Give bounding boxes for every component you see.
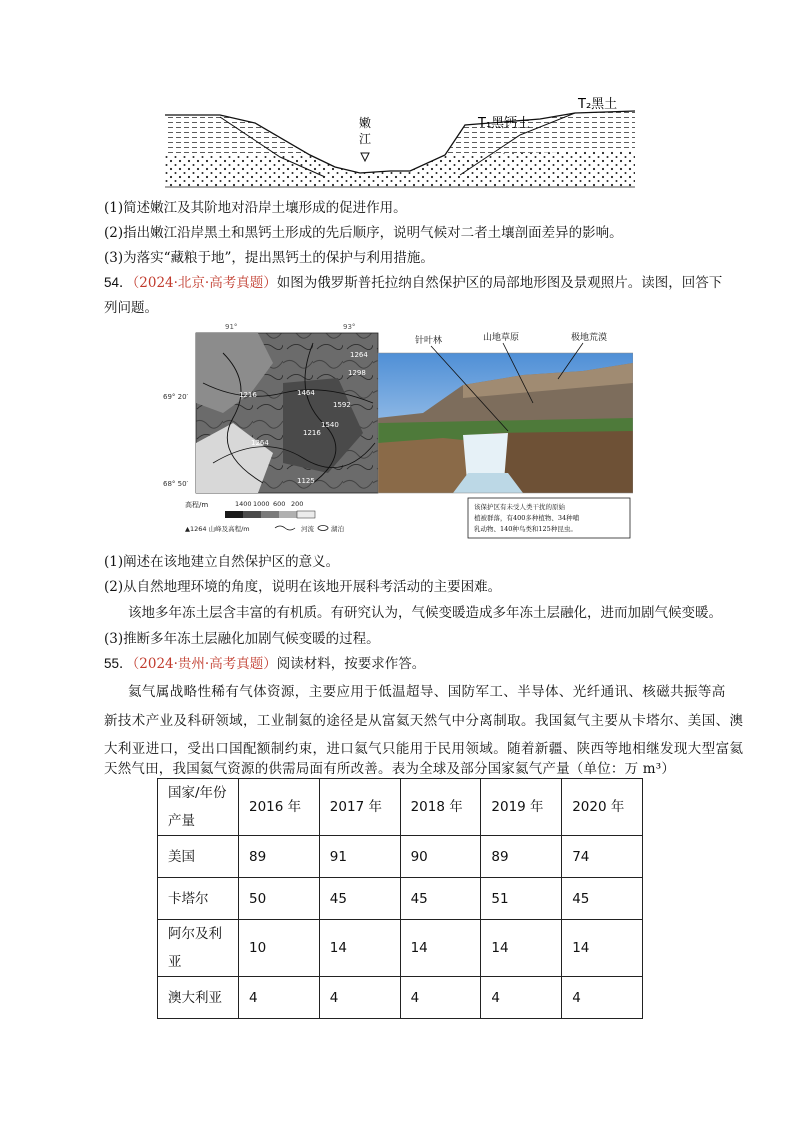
q54-stem (104, 274, 722, 292)
table-year-header: 2017 年 (319, 779, 400, 836)
table-corner-line-2: 产量 (168, 813, 195, 829)
table-country-line-2: 亚 (168, 954, 182, 970)
river-legend-icon (275, 526, 295, 530)
q55-material-line-2: 新技术产业及科研领域，工业制氦的途径是从富氦天然气中分离制取。我国氦气主要从卡塔尔、美国、澳 (104, 713, 744, 729)
peak-5: 1592 (333, 401, 351, 409)
table-corner-line-1: 国家/年份 (168, 785, 227, 801)
q54-item-2: (2)从自然地理环境的角度，说明在该地开展科考活动的主要困难。 (104, 579, 502, 595)
table-header-row (158, 779, 643, 836)
table-value-cell: 10 (239, 920, 320, 977)
table-value-cell: 14 (400, 920, 481, 977)
legend-swatch-1 (225, 511, 243, 518)
q55-stem-text: 阅读材料，按要求作答。 (276, 656, 426, 672)
peak-6: 1540 (321, 421, 339, 429)
table-value-cell: 4 (319, 977, 400, 1019)
legend-river: 河流 (301, 525, 314, 533)
table-value-cell: 45 (562, 878, 643, 920)
helium-production-table (157, 778, 643, 1019)
peak-9: 1125 (297, 477, 315, 485)
legend-value-3: 600 (273, 500, 286, 508)
q54-context: 该地多年冻土层含丰富的有机质。有研究认为，气候变暖造成多年冻土层融化，进而加剧气候变暖。 (128, 605, 722, 621)
peak-8: 1264 (251, 439, 269, 447)
soil-t2-label: T₂黑土 (578, 97, 618, 112)
table-value-cell: 4 (400, 977, 481, 1019)
photo-label-grass: 山地草原 (483, 333, 520, 343)
table-value-cell: 89 (239, 836, 320, 878)
q55-material-line-3: 大利亚进口，受出口国配额制约束，进口氦气只能用于民用领域。随着新疆、陕西等地相继发现大型富氦 (104, 741, 744, 757)
river-marker-icon (361, 153, 369, 161)
photo-note-line-3: 乳动物、140种鸟类和125种昆虫。 (474, 525, 577, 533)
q54-item-1: (1)阐述在该地建立自然保护区的意义。 (104, 554, 340, 570)
table-value-cell: 4 (239, 977, 320, 1019)
table-country-cell: 卡塔尔 (158, 878, 239, 920)
map-lon-left: 91° (225, 323, 238, 331)
table-value-cell: 4 (481, 977, 562, 1019)
lake-legend-icon (318, 526, 328, 531)
table-corner-cell (158, 779, 239, 836)
legend-value-4: 200 (291, 500, 304, 508)
topographic-map (163, 323, 378, 533)
table-year-header: 2020 年 (562, 779, 643, 836)
peak-1: 1264 (350, 351, 368, 359)
table-value-cell: 89 (481, 836, 562, 878)
table-value-cell: 14 (319, 920, 400, 977)
q55-stem (104, 655, 425, 673)
soil-cross-section-figure (160, 95, 640, 195)
q53-item-2: (2)指出嫩江沿岸黑土和黑钙土形成的先后顺序，说明气候对二者土壤剖面差异的影响。 (104, 225, 623, 241)
topographic-map-and-photo-figure (163, 323, 633, 545)
table-year-header: 2016 年 (239, 779, 320, 836)
table-country-cell (158, 920, 239, 977)
table-row (158, 878, 643, 920)
peak-2: 1298 (348, 369, 366, 377)
table-value-cell: 4 (562, 977, 643, 1019)
table-value-cell: 90 (400, 836, 481, 878)
landscape-photo (378, 331, 633, 538)
soil-t1-label: T₁黑钙土 (478, 116, 531, 131)
legend-value-1: 1400 (235, 500, 252, 508)
legend-title: 高程/m (185, 501, 209, 509)
table-value-cell: 45 (400, 878, 481, 920)
legend-swatch-4 (279, 511, 297, 518)
legend-swatch-2 (243, 511, 261, 518)
map-lat-bottom: 68° 50′ (163, 480, 189, 488)
q54-item-3: (3)推断多年冻土层融化加剧气候变暖的过程。 (104, 631, 380, 647)
table-value-cell: 51 (481, 878, 562, 920)
photo-label-tundra: 极地荒漠 (571, 333, 608, 343)
table-value-cell: 14 (562, 920, 643, 977)
table-row (158, 836, 643, 878)
river-label-2: 江 (358, 132, 372, 146)
peak-7: 1216 (303, 429, 321, 437)
photo-note-line-1: 该保护区有未受人类干扰的原始 (474, 503, 565, 511)
table-value-cell: 91 (319, 836, 400, 878)
q54-source: （2024·北京·高考真题） (132, 275, 277, 291)
peak-3: 1216 (239, 391, 257, 399)
table-value-cell: 50 (239, 878, 320, 920)
table-country-cell: 美国 (158, 836, 239, 878)
q53-item-3: (3)为落实“藏粮于地”，提出黑钙土的保护与利用措施。 (104, 250, 434, 266)
q54-number: 54． (104, 275, 133, 290)
legend-value-2: 1000 (253, 500, 270, 508)
q54-stem-text: 如图为俄罗斯普托拉纳自然保护区的局部地形图及景观照片。读图，回答下 (276, 275, 723, 291)
table-value-cell: 74 (562, 836, 643, 878)
q55-material-line-1: 氦气属战略性稀有气体资源，主要应用于低温超导、国防军工、半导体、光纤通讯、核磁共振等高 (128, 684, 726, 700)
legend-lake: 湖泊 (331, 525, 344, 533)
table-row (158, 977, 643, 1019)
q55-material-line-4: 天然气田，我国氦气资源的供需局面有所改善。表为全球及部分国家氦气产量（单位：万 m³） (104, 761, 676, 777)
photo-note-line-2: 植被群落，有400多种植物、34种哺 (474, 514, 580, 522)
q53-item-1: (1)简述嫩江及其阶地对沿岸土壤形成的促进作用。 (104, 200, 407, 216)
table-country-line-1: 阿尔及利 (168, 926, 222, 942)
photo-label-forest: 针叶林 (415, 336, 443, 346)
table-value-cell: 14 (481, 920, 562, 977)
table-value-cell: 45 (319, 878, 400, 920)
q54-stem-line2: 列问题。 (104, 300, 158, 316)
river-label-1: 嫩 (358, 116, 372, 130)
legend-swatch-5 (297, 511, 315, 518)
table-year-header: 2018 年 (400, 779, 481, 836)
map-lat-top: 69° 20′ (163, 393, 189, 401)
map-lon-right: 93° (343, 323, 356, 331)
legend-swatch-3 (261, 511, 279, 518)
table-row (158, 920, 643, 977)
table-year-header: 2019 年 (481, 779, 562, 836)
q55-source: （2024·贵州·高考真题） (132, 656, 277, 672)
q55-number: 55． (104, 656, 133, 671)
peak-4: 1464 (297, 389, 315, 397)
table-country-cell: 澳大利亚 (158, 977, 239, 1019)
legend-peak: ▲1264 山峰及高程/m (185, 525, 250, 533)
